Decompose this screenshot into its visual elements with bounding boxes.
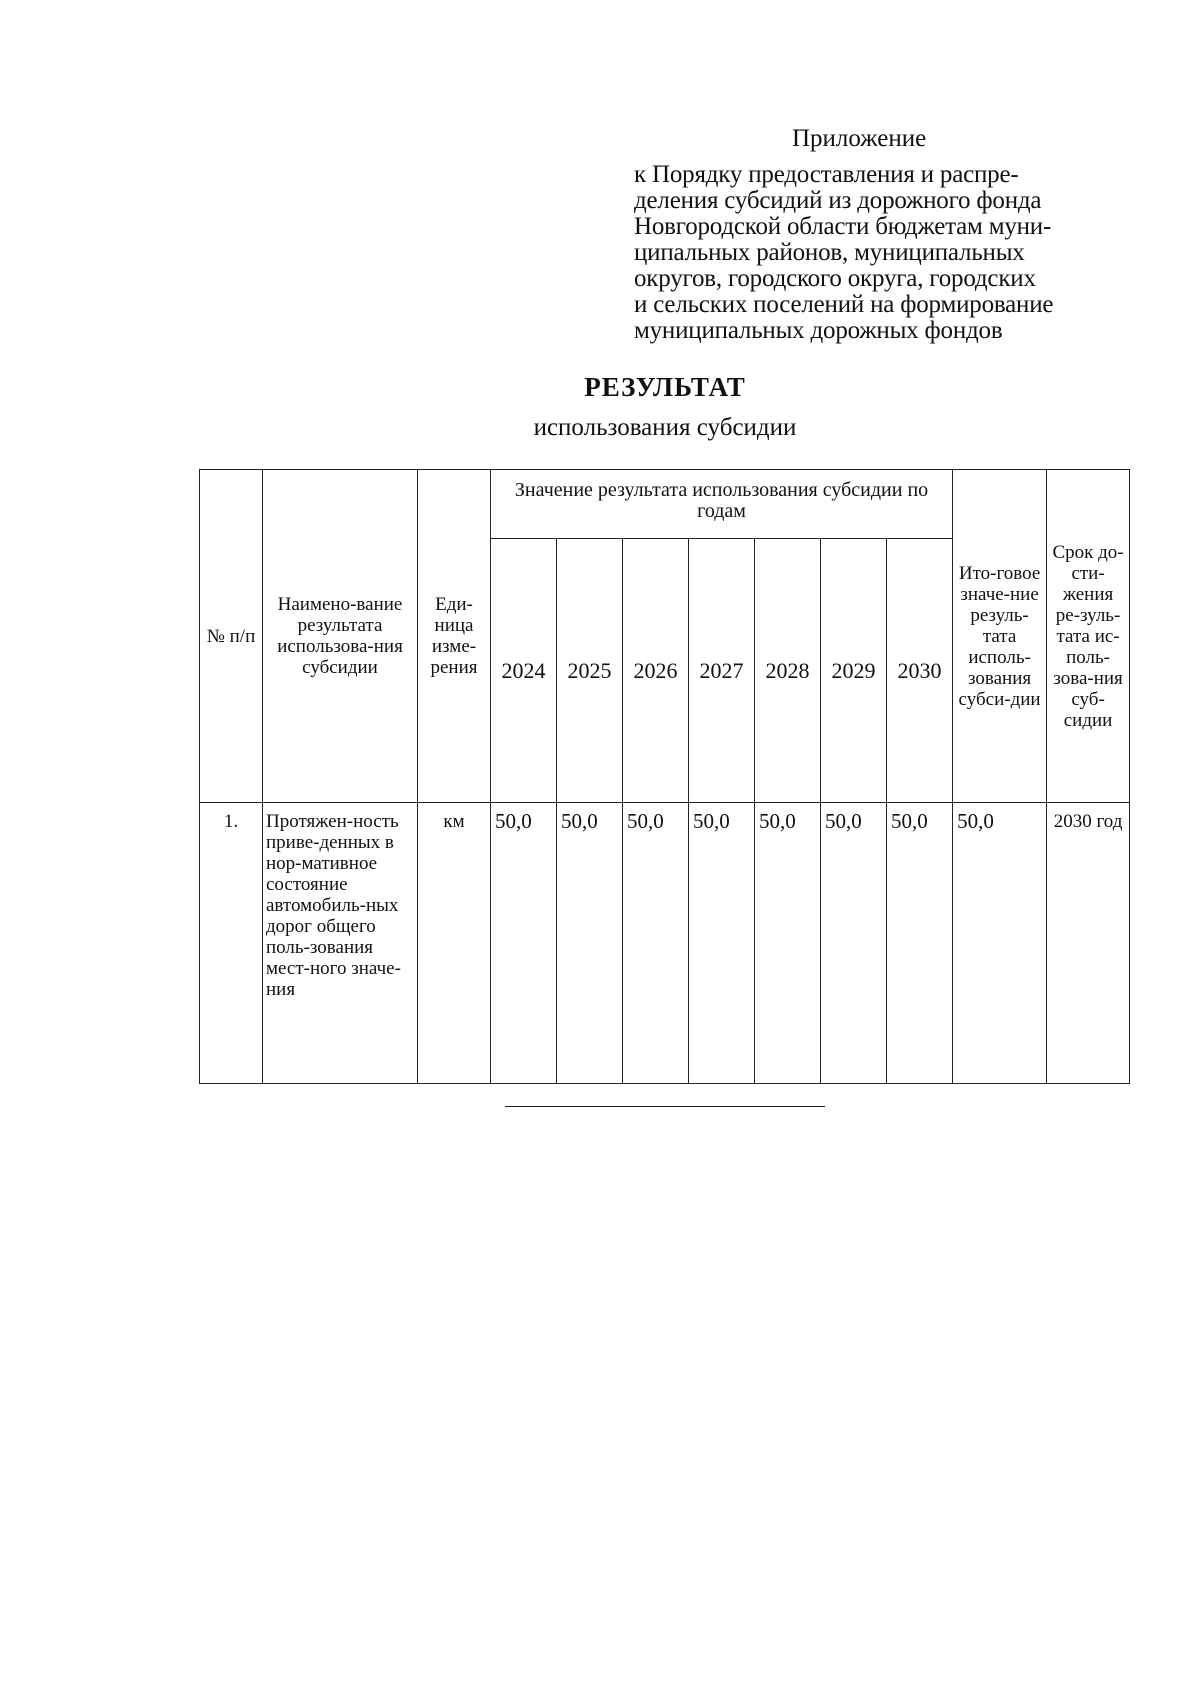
header-year: 2025 [557,539,623,803]
header-year: 2030 [887,539,953,803]
header-years-group: Значение результата использования субсидии по годам [491,470,953,539]
header-total: Ито-говое значе-ние резуль-тата исполь-зования субси-дии [953,470,1047,803]
cell-year-value: 50,0 [491,803,557,1084]
header-year: 2024 [491,539,557,803]
table-row [200,803,1130,1084]
cell-year-value: 50,0 [821,803,887,1084]
header-number: № п/п [200,470,263,803]
cell-year-value: 50,0 [887,803,953,1084]
header-year: 2026 [623,539,689,803]
closing-rule [505,1106,825,1107]
cell-deadline: 2030 год [1047,803,1130,1084]
document-subheading: использования субсидии [533,414,797,441]
cell-name: Протяжен-ность приве-денных в нор-мативное состояние автомобиль-ных дорог общего поль-зования мест-ного значе-ния [263,803,418,1084]
appendix-block [634,126,1134,344]
cell-year-value: 50,0 [623,803,689,1084]
header-year: 2029 [821,539,887,803]
header-year: 2028 [755,539,821,803]
header-year: 2027 [689,539,755,803]
cell-total: 50,0 [953,803,1047,1084]
header-deadline: Срок до-сти-жения ре-зуль-тата ис-поль-зова-ния суб-сидии [1047,470,1130,803]
result-table [199,469,1130,1084]
appendix-text: к Порядку предоставления и распре- деления субсидий из дорожного фонда Новгородской области бюджетам муни- ципальных районов, муниципальных округов, городского округа, городских и сельских поселений на формирование муниципальных дорожных фондов [634,161,1054,344]
cell-year-value: 50,0 [755,803,821,1084]
cell-year-value: 50,0 [689,803,755,1084]
header-unit: Еди-ница изме-рения [418,470,491,803]
header-row-1 [200,470,1130,539]
header-name: Наимено-вание результата использова-ния субсидии [263,470,418,803]
cell-unit: км [418,803,491,1084]
cell-number: 1. [200,803,263,1084]
document-heading: РЕЗУЛЬТАТ [584,372,746,402]
appendix-title: Приложение [792,125,927,152]
cell-year-value: 50,0 [557,803,623,1084]
